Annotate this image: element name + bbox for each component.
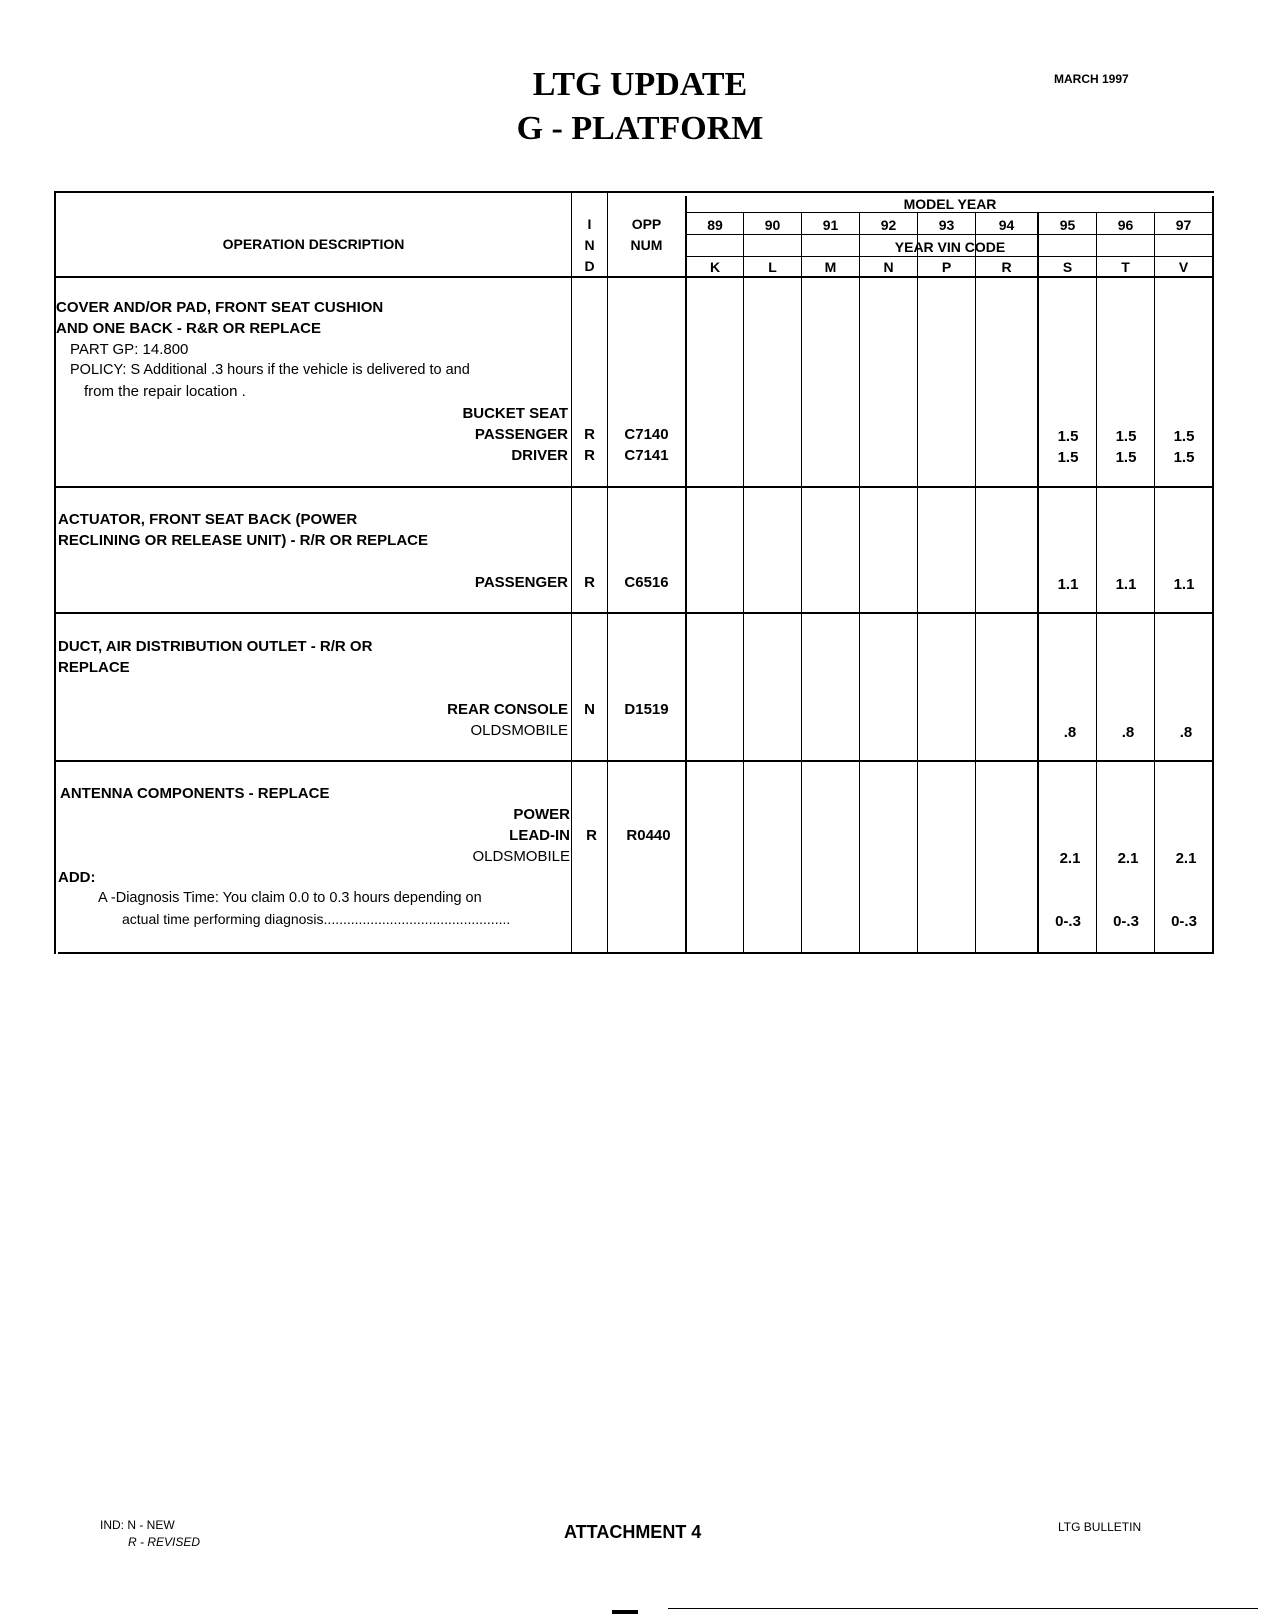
col-header-opp: OPP (631, 216, 662, 232)
col-header-ind-1: I (587, 216, 592, 232)
col-header-num: NUM (630, 237, 663, 253)
s1-row-passenger-96: 1.5 (1115, 428, 1137, 445)
col-header-ind-2: N (584, 237, 595, 253)
year-vin-code-label: YEAR VIN CODE (894, 239, 1006, 255)
year-97: 97 (1175, 217, 1192, 233)
s2-title-line1: ACTUATOR, FRONT SEAT BACK (POWER (58, 511, 358, 528)
s1-title-line2: AND ONE BACK - R&R OR REPLACE (56, 320, 322, 337)
s3-val-97: .8 (1179, 724, 1193, 741)
s4-val-96: 2.1 (1117, 850, 1139, 867)
s1-policy-line1: POLICY: S Additional .3 hours if the vehicle is delivered to and (70, 362, 470, 378)
s1-part-gp: PART GP: 14.800 (70, 341, 189, 358)
s4-oldsmobile-label: OLDSMOBILE (472, 848, 570, 865)
year-92: 92 (880, 217, 897, 233)
s4-diagnosis-line2: actual time performing diagnosis................................................ (122, 911, 511, 927)
footer-ind-new: IND: N - NEW (100, 1518, 175, 1532)
s1-row-driver-opp: C7141 (624, 447, 669, 464)
s3-val-95: .8 (1063, 724, 1077, 741)
year-96: 96 (1117, 217, 1134, 233)
s1-row-passenger-ind: R (584, 426, 595, 443)
vin-code-s: S (1062, 259, 1073, 275)
s3-title-line2: REPLACE (58, 659, 130, 676)
s3-rear-console-label: REAR CONSOLE (447, 701, 568, 718)
s1-bucket-seat-label: BUCKET SEAT (462, 405, 568, 422)
footer-bulletin: LTG BULLETIN (1058, 1520, 1142, 1534)
vin-code-v: V (1178, 259, 1189, 275)
s1-row-driver-97: 1.5 (1173, 449, 1195, 466)
s1-row-passenger-opp: C7140 (624, 426, 669, 443)
year-93: 93 (938, 217, 955, 233)
s4-opp: R0440 (626, 827, 671, 844)
col-header-ind-3: D (584, 258, 595, 274)
s3-val-96: .8 (1121, 724, 1135, 741)
model-year-label: MODEL YEAR (903, 196, 997, 212)
s4-diag-95: 0-.3 (1055, 913, 1081, 930)
s2-row-passenger-ind: R (584, 574, 595, 591)
footer-attachment: ATTACHMENT 4 (564, 1522, 702, 1542)
year-90: 90 (764, 217, 781, 233)
s2-title-line2: RECLINING OR RELEASE UNIT) - R/R OR REPLACE (58, 532, 429, 549)
s2-row-passenger-opp: C6516 (624, 574, 669, 591)
col-header-description: OPERATION DESCRIPTION (222, 236, 405, 252)
year-94: 94 (998, 217, 1015, 233)
year-89: 89 (707, 217, 723, 233)
bottom-rule (668, 1608, 1258, 1609)
vin-code-n: N (883, 259, 894, 275)
s4-diag-97: 0-.3 (1171, 913, 1197, 930)
vin-code-m: M (824, 259, 837, 275)
s1-row-driver-95: 1.5 (1057, 449, 1079, 466)
s2-row-passenger-label: PASSENGER (474, 574, 568, 591)
s3-oldsmobile-label: OLDSMOBILE (470, 722, 568, 739)
s4-val-97: 2.1 (1175, 850, 1197, 867)
s4-diagnosis-line1: A -Diagnosis Time: You claim 0.0 to 0.3 hours depending on (98, 890, 482, 906)
vin-code-p: P (941, 259, 952, 275)
s4-diag-96: 0-.3 (1113, 913, 1139, 930)
title-line-2: G - PLATFORM (516, 110, 764, 147)
s4-ind: R (586, 827, 597, 844)
s1-row-passenger-label: PASSENGER (474, 426, 568, 443)
s2-row-passenger-95: 1.1 (1057, 576, 1079, 593)
vin-code-l: L (768, 259, 777, 275)
s4-val-95: 2.1 (1059, 850, 1081, 867)
date-label: MARCH 1997 (1054, 72, 1129, 86)
s4-add-label: ADD: (58, 869, 96, 886)
s1-row-passenger-95: 1.5 (1057, 428, 1079, 445)
s2-row-passenger-97: 1.1 (1173, 576, 1195, 593)
year-95: 95 (1059, 217, 1076, 233)
title-line-1: LTG UPDATE (532, 66, 748, 103)
s4-title: ANTENNA COMPONENTS - REPLACE (60, 785, 330, 802)
s1-row-driver-96: 1.5 (1115, 449, 1137, 466)
s4-lead-in-label: LEAD-IN (509, 827, 570, 844)
vin-code-t: T (1121, 259, 1130, 275)
footer-ind-revised: R - REVISED (128, 1535, 201, 1549)
s2-row-passenger-96: 1.1 (1115, 576, 1137, 593)
s1-row-passenger-97: 1.5 (1173, 428, 1195, 445)
s1-title-line1: COVER AND/OR PAD, FRONT SEAT CUSHION (56, 299, 384, 316)
year-91: 91 (822, 217, 839, 233)
bottom-mark (612, 1610, 638, 1614)
vin-code-k: K (709, 259, 721, 275)
vin-code-r: R (1001, 259, 1012, 275)
s3-title-line1: DUCT, AIR DISTRIBUTION OUTLET - R/R OR (58, 638, 373, 655)
s3-ind: N (584, 701, 595, 718)
s1-policy-line2: from the repair location . (84, 383, 246, 400)
s4-power-label: POWER (513, 806, 570, 823)
s1-row-driver-ind: R (584, 447, 595, 464)
s1-row-driver-label: DRIVER (511, 447, 568, 464)
s3-opp: D1519 (624, 701, 669, 718)
